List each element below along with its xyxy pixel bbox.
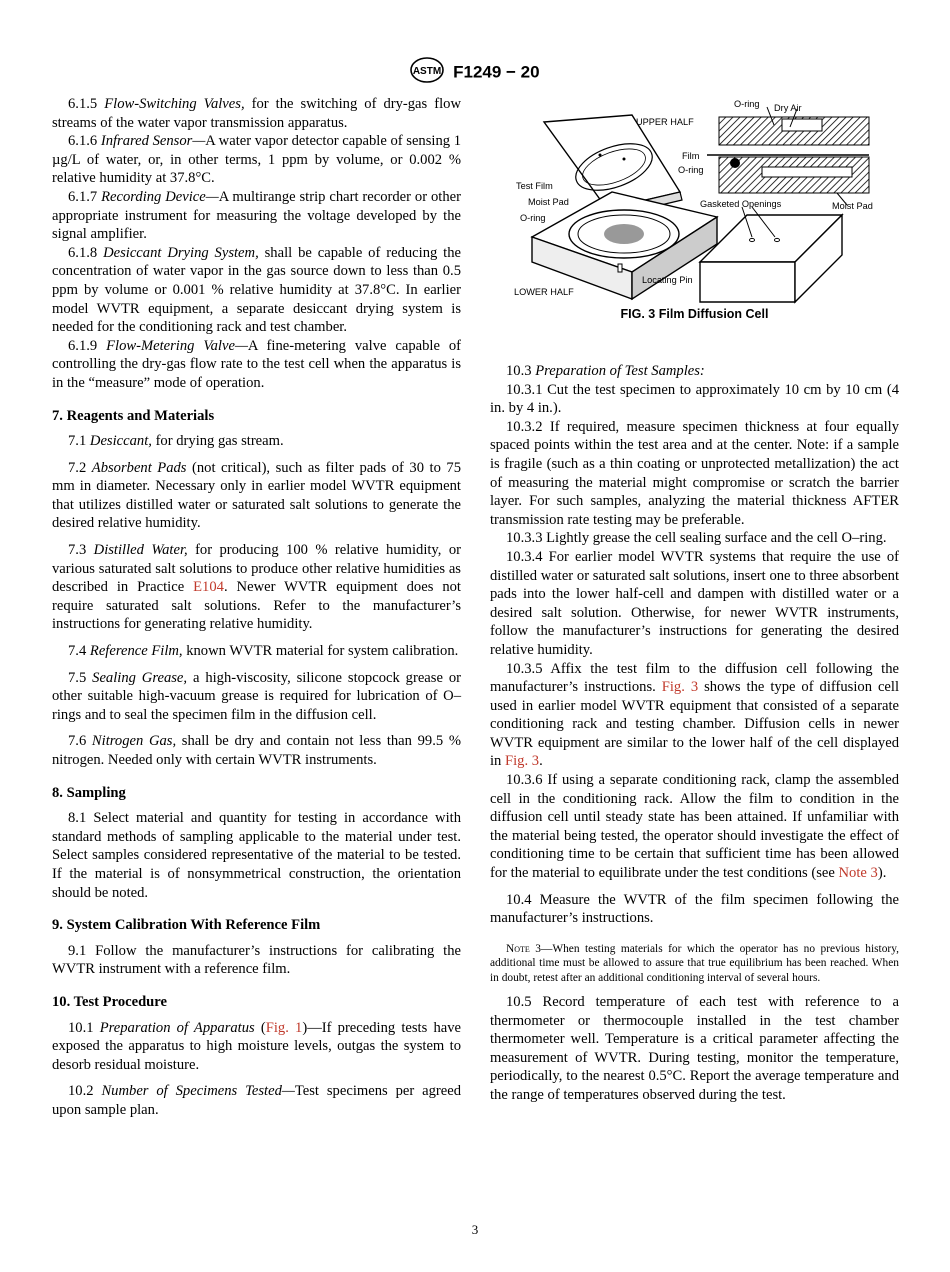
para-10-3-3: 10.3.3 Lightly grease the cell sealing surface and the cell O–ring. [506,530,887,547]
section-heading-9: 9. System Calibration With Reference Film [52,917,321,934]
para-10-3-1: 10.3.1 Cut the test specimen to approximately 10 cm by 10 cm (4 in. by 4 in.). [490,381,899,417]
para-9-1: 9.1 Follow the manufacturer’s instructions for calibrating the WVTR instrument with a reference film. [52,942,461,978]
label-o-ring-mid: O-ring [678,165,704,175]
para-7-5: 7.5 Sealing Grease, a high-viscosity, silicone stopcock grease or other suitable high-vacuum grease is required for lubrication of O–rings and to seal the specimen film in the diffusion cell. [52,669,461,723]
section-heading-8: 8. Sampling [52,784,126,801]
para-7-6: 7.6 Nitrogen Gas, shall be dry and contain not less than 99.5 % nitrogen. Needed only with certain WVTR instruments. [52,733,461,768]
para-6-1-6: 6.1.6 Infrared Sensor—A water vapor detector capable of sensing 1 µg/L of water, or, in other terms, 1 ppm by volume, or 0.002 % relative humidity at 37.8°C. [52,133,461,187]
ref-fig3-link[interactable]: Fig. 3 [661,679,699,696]
diffusion-cell-drawing [512,97,882,305]
label-lower-half: LOWER HALF [514,287,574,297]
svg-text:ASTM: ASTM [413,66,442,77]
para-10-3-2: 10.3.2 If required, measure specimen thickness at four equally spaced points within the test area and at the center. Note: if a sample is fragile (such as a thin coating or unprotected metallization) the act of measuring the material might compromise or scratch the barrier layer. For such samples, analyzing the material thickness AFTER transmission rate testing may be preferable. [490,418,899,528]
label-dry-air: Dry Air [774,103,802,113]
para-10-3-4: 10.3.4 For earlier model WVTR systems that require the use of distilled water or saturated salt solutions, insert one to three absorbent pads into the lower half-cell and dampen with distilled water or a desired salt solution. Otherwise, for newer WVTR instruments, follow the manufacturer’s instructions for generating the desired relative humidity. [490,548,899,658]
para-7-4: 7.4 Reference Film, known WVTR material for system calibration. [68,643,459,660]
note-3: Note 3—When testing materials for which the operator has no previous history, additional time must be allowed to assure that true equilibrium has been reached. When in doubt, retest after an additional conditioning interval of several hours. [490,942,899,984]
astm-logo-icon [410,57,444,88]
label-locating-pin: Locating Pin [642,275,693,285]
label-test-film: Test Film [516,181,553,191]
para-10-5: 10.5 Record temperature of each test with reference to a thermometer or thermocouple installed in the test chamber thermometer well. Temperature is a critical parameter affecting the measurement of WVTR. During testing, monitor the temperature, periodically, to the nearest 0.5°C. Report the average temperature and the range of temperatures observed during the test. [490,994,899,1103]
para-6-1-9: 6.1.9 Flow-Metering Valve—A fine-metering valve capable of controlling the dry-gas flow rate to the test cell when the apparatus is in the “measure” mode of operation. [52,337,461,391]
film-diffusion-cell-figure [512,97,882,305]
right-column [490,362,899,1105]
document-title: F1249 − 20 [453,62,540,82]
label-o-ring-top: O-ring [734,99,760,109]
para-10-3-5: 10.3.5 Affix the test film to the diffusion cell following the manufacturer’s instructions. Fig. 3 shows the type of diffusion cell used in earlier model WVTR equipment that consisted of a separate conditioning rack and testing chamber. Diffusion cells in newer WVTR equipment are similar to the lower half of the cell displayed in Fig. 3. [490,660,900,770]
ref-fig3-link-2[interactable]: Fig. 3 [505,753,540,770]
label-moist-pad-right: Moist Pad [832,201,873,211]
label-gasketed-openings: Gasketed Openings [700,199,782,209]
figure-caption: FIG. 3 Film Diffusion Cell [620,307,769,321]
left-column [52,95,461,1120]
para-10-2: 10.2 Number of Specimens Tested—Test specimens per agreed upon sample plan. [52,1083,461,1118]
label-moist-pad: Moist Pad [528,197,569,207]
para-10-3: 10.3 Preparation of Test Samples: [506,363,705,379]
ref-note3-link[interactable]: Note 3 [838,865,878,882]
para-6-1-8: 6.1.8 Desiccant Drying System, shall be capable of reducing the concentration of water vapor in the gas source down to less than 0.5 ppm by volume or 0.001 % relative humidity at 37.8°C. In earlier model WVTR equipment, a separate desiccant drying system is needed for the conditioning rack and test chamber. [52,244,461,336]
para-7-3: 7.3 Distilled Water, for producing 100 % relative humidity, or various saturated salt solutions to produce other relative humidities as described in Practice E104. Newer WVTR equipment does not require saturated salt solutions. Refer to the manufacturer’s instructions for generating relative humidity. [52,542,461,633]
page-header [0,57,950,88]
section-heading-10: 10. Test Procedure [52,993,167,1010]
para-7-2: 7.2 Absorbent Pads (not critical), such as filter pads of 30 to 75 mm in diameter. Necessary only in earlier model WVTR equipment that utilizes distilled water or saturated salt solutions to generate the desired relative humidity. [52,459,461,532]
para-7-1: 7.1 Desiccant, for drying gas stream. [68,433,284,450]
para-6-1-5: 6.1.5 Flow-Switching Valves, for the switching of dry-gas flow streams of the water vapor transmission apparatus. [52,96,461,131]
ref-fig1-link[interactable]: Fig. 1 [265,1019,303,1036]
label-film: Film [682,151,700,161]
page-number: 3 [471,1222,479,1237]
para-10-3-6: 10.3.6 If using a separate conditioning rack, clamp the assembled cell in the conditioning rack. Allow the film to condition in the diffusion cell until steady state has been attained. If unfamiliar with the material being tested, the operator should investigate the effect of conditioning time to be certain that sufficient time has been allowed for the material to equilibrate under the test conditions (see Note 3). [490,772,899,882]
section-heading-7: 7. Reagents and Materials [52,407,215,424]
cross-section-shape [707,107,869,193]
para-10-4: 10.4 Measure the WVTR of the film specimen following the manufacturer’s instructions. [490,891,899,927]
ref-e104-link[interactable]: E104 [193,579,224,596]
label-upper-half: UPPER HALF [636,117,694,127]
para-8-1: 8.1 Select material and quantity for testing in accordance with standard methods of sampling applicable to the material under test. Select samples considered representative of the material to be tested. If the material is of nonsymmetrical construction, the orientation should be noted. [52,810,461,901]
para-10-1: 10.1 Preparation of Apparatus (Fig. 1)—If preceding tests have exposed the apparatus to high moisture levels, outgas the system to desorb residual moisture. [52,1019,461,1073]
base-block-shape [700,193,847,302]
label-o-ring: O-ring [520,213,546,223]
para-6-1-7: 6.1.7 Recording Device—A multirange strip chart recorder or other appropriate instrument for measuring the voltage developed by the signal amplifier. [52,188,461,243]
